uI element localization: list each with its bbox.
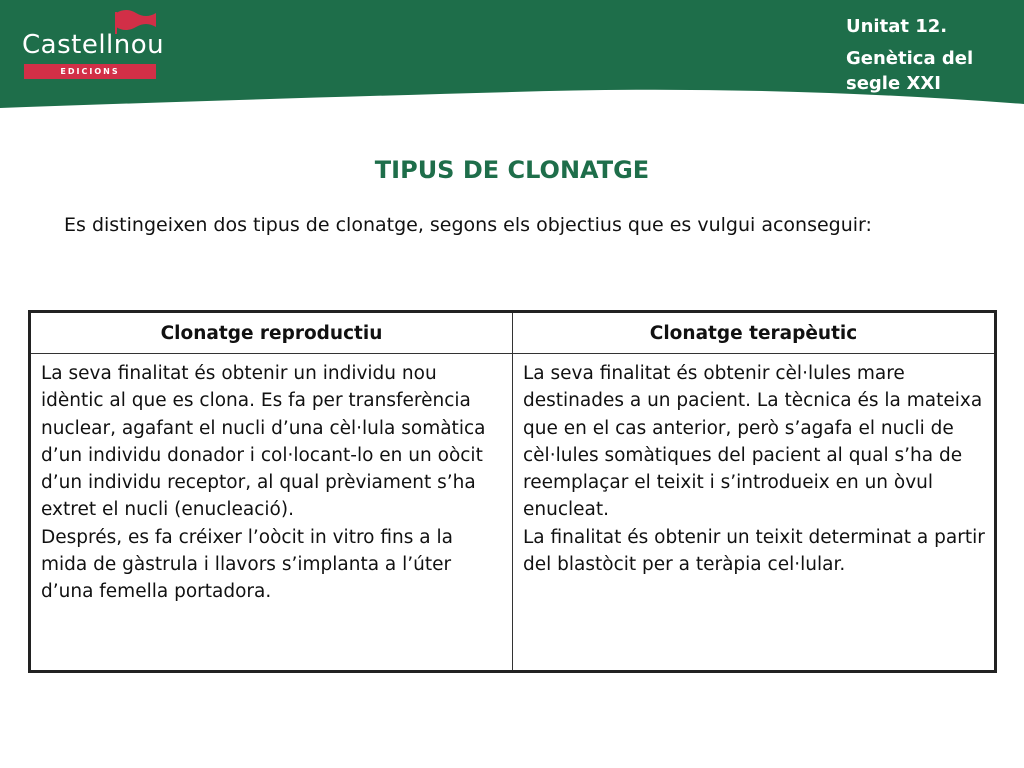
- therapeutic-paragraph-2: La finalitat és obtenir un teixit determinat a partir del blastòcit per a teràpia cel·lular.: [523, 526, 985, 576]
- unit-title: [846, 14, 1018, 96]
- intro-text: Es distingeixen dos tipus de clonatge, segons els objectius que es vulgui aconseguir:: [64, 214, 872, 236]
- slide-title: TIPUS DE CLONATGE: [374, 156, 650, 184]
- column-header-reproductive: Clonatge reproductiu: [30, 312, 513, 354]
- publisher-logo: [16, 8, 166, 80]
- table-row: [30, 354, 996, 672]
- reproductive-paragraph-2: Després, es fa créixer l’oòcit in vitro fins a la mida de gàstrula i llavors s’implanta a l’úter d’una femella portadora.: [41, 526, 453, 603]
- reproductive-description: [30, 354, 513, 672]
- logo-subtitle: EDICIONS: [24, 64, 156, 79]
- cloning-types-table: [28, 310, 997, 673]
- table-header-row: [30, 312, 996, 354]
- column-header-therapeutic: Clonatge terapèutic: [513, 312, 996, 354]
- unit-number: Unitat 12.: [846, 16, 948, 37]
- reproductive-paragraph-1: La seva finalitat és obtenir un individu nou idèntic al que es clona. Es fa per transferència nuclear, agafant el nucli d’una cèl·lula somàtica d’un individu donador i col·locant-lo en un oòcit d’un individu receptor, al qual prèviament s’ha extret el nucli (enucleació).: [41, 363, 486, 521]
- logo-wordmark: Castellnou: [22, 30, 165, 60]
- therapeutic-paragraph-1: La seva finalitat és obtenir cèl·lules mare destinades a un pacient. La tècnica és la mateixa que en el cas anterior, però s’agafa el nucli de cèl·lules somàtiques del pacient al qual s’ha de reemplaçar el teixit i s’introdueix en un òvul enucleat.: [523, 363, 983, 521]
- unit-name: Genètica del segle XXI: [846, 48, 974, 94]
- therapeutic-description: [513, 354, 996, 672]
